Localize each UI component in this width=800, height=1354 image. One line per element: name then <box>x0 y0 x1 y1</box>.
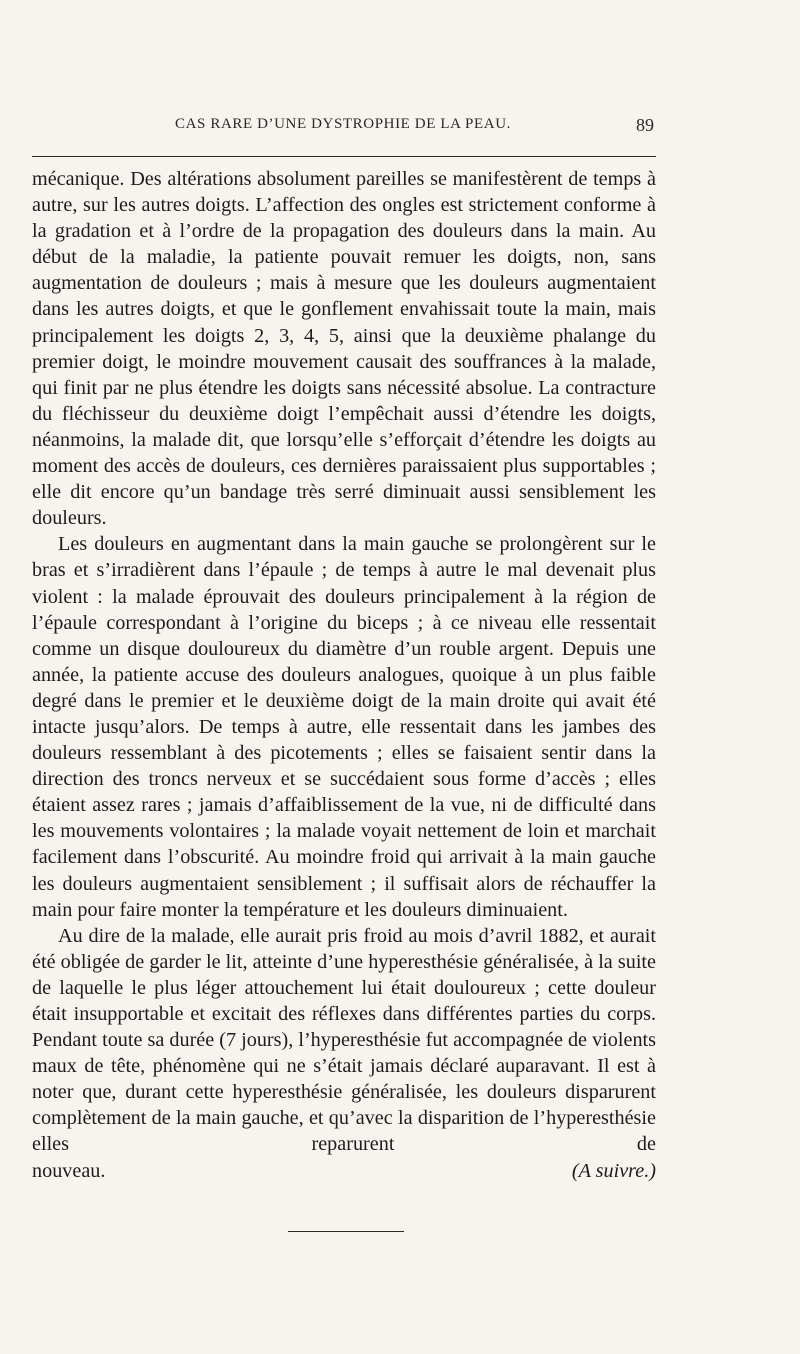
paragraph-2: Les douleurs en augmentant dans la main gauche se prolongèrent sur le bras et s’irradièrent dans l’épaule ; de temps à autre le mal devenait plus violent : la malade éprouvait des douleurs principalement à la région de l’épaule correspondant à l’origine du biceps ; à ce niveau elle ressentait comme un disque douloureux du diamètre d’un rouble argent. Depuis une année, la patiente accuse des douleurs analogues, quoique à un plus faible degré dans le premier et le deuxième doigt de la main droite qui avait été intacte jusqu’alors. De temps à autre, elle ressentait dans les jambes des douleurs ressemblant à des picotements ; elles se faisaient sentir dans la direction des troncs nerveux et se succédaient sous forme d’accès ; elles étaient assez rares ; jamais d’affaiblissement de la vue, ni de difficulté dans les mouvements volontaires ; la malade voyait nettement de loin et marchait facilement dans l’obscurité. Au moindre froid qui arrivait à la main gauche les douleurs augmentaient sensiblement ; il suffisait alors de réchauffer la main pour faire monter la température et les douleurs diminuaient. <box>32 533 656 921</box>
continuation-note: (A suivre.) <box>571 1159 656 1182</box>
body-text <box>32 166 656 1184</box>
closing-word: nouveau. <box>32 1159 106 1182</box>
closing-line <box>32 1158 656 1184</box>
paragraph-3: Au dire de la malade, elle aurait pris froid au mois d’avril 1882, et aurait été obligée de garder le lit, atteinte d’une hyperesthésie généralisée, à la suite de laquelle le plus léger attouchement lui était douloureux ; cette douleur était insupportable et excitait des réflexes dans différentes parties du corps. Pendant toute sa durée (7 jours), l’hyperesthésie fut accompagnée de violents maux de tête, phénomène qui ne s’était jamais déclaré auparavant. Il est à noter que, durant cette hyperesthésie généralisée, les douleurs disparurent complètement de la main gauche, et qu’avec la disparition de l’hyperesthésie elles reparurent de <box>32 924 656 1156</box>
end-rule <box>288 1231 404 1232</box>
paragraph-1: mécanique. Des altérations absolument pareilles se manifestèrent de temps à autre, sur les autres doigts. L’affection des ongles est strictement conforme à la gradation et à l’ordre de la propagation des douleurs dans la main. Au début de la maladie, la patiente pouvait remuer les doigts, non, sans augmentation de douleurs ; mais à mesure que les douleurs augmentaient dans les autres doigts, et que le gonflement envahissait toute la main, mais principalement les doigts 2, 3, 4, 5, ainsi que la deuxième phalange du premier doigt, le moindre mouvement causait des souffrances à la malade, qui finit par ne plus étendre les doigts sans nécessité absolue. La contracture du fléchisseur du deuxième doigt l’empêchait aussi d’étendre les doigts, néanmoins, la malade dit, que lorsqu’elle s’efforçait d’étendre les doigts au moment des accès de douleurs, ces dernières paraissaient plus supportables ; elle dit encore qu’un bandage très serré diminuait aussi sensiblement les douleurs. <box>32 168 656 530</box>
page-number: 89 <box>636 115 654 135</box>
page-header <box>30 116 656 140</box>
running-title: CAS RARE D’UNE DYSTROPHIE DE LA PEAU. <box>175 116 511 132</box>
header-rule <box>32 156 656 157</box>
